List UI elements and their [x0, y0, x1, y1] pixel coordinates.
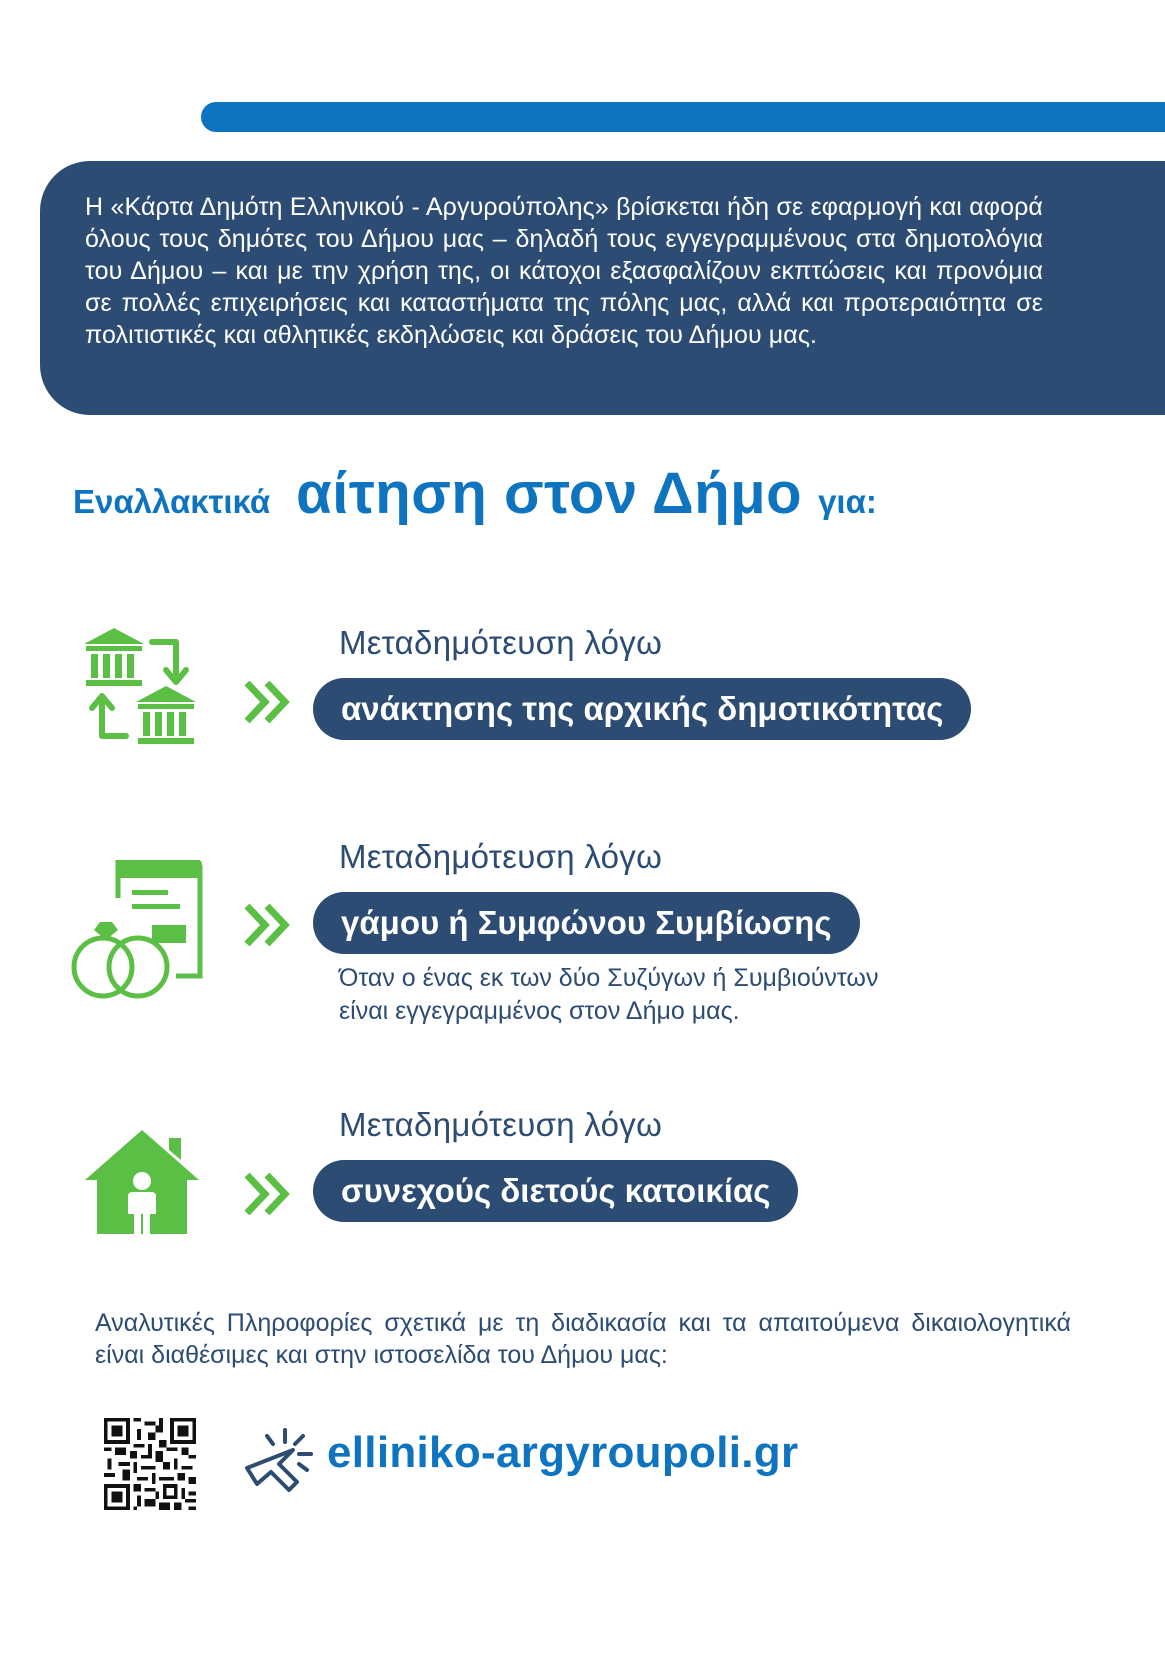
- section-1-pill: ανάκτησης της αρχικής δημοτικότητας: [313, 678, 971, 740]
- info-text: Αναλυτικές Πληροφορίες σχετικά με τη διαδικασία και τα απαιτούμενα δικαιολογητικά είναι διαθέσιμες και στην ιστοσελίδα του Δήμου μας:: [95, 1309, 1071, 1369]
- double-chevron-icon: [243, 1169, 293, 1219]
- section-2-pill: γάμου ή Συμφώνου Συμβίωσης: [313, 892, 860, 954]
- top-accent-bar: [201, 102, 1165, 132]
- section-2-note-line-1: Όταν ο ένας εκ των δύο Συζύγων ή Συμβιούντων: [339, 964, 879, 992]
- double-chevron-icon: [243, 900, 293, 950]
- intro-box: [40, 161, 1165, 415]
- website-link[interactable]: elliniko-argyroupoli.gr: [327, 1428, 799, 1477]
- marriage-document-icon: [70, 860, 208, 1000]
- double-chevron-icon: [243, 677, 293, 727]
- section-3-title: Μεταδημότευση λόγω: [339, 1106, 663, 1143]
- municipality-transfer-icon: [80, 620, 205, 745]
- section-2-title: Μεταδημότευση λόγω: [339, 838, 663, 875]
- section-1-title: Μεταδημότευση λόγω: [339, 624, 663, 661]
- heading-suffix: για:: [818, 483, 877, 520]
- intro-text: Η «Κάρτα Δημότη Ελληνικού - Αργυρούπολης» βρίσκεται ήδη σε εφαρμογή και αφορά όλους τους δημότες του Δήμου μας – δηλαδή τους εγγεγραμμένους στα δημοτολόγια του Δήμου – και με την χρήση της, οι κάτοχοι εξασφαλίζουν εκπτώσεις και προνόμια σε πολλές επιχειρήσεις και καταστήματα της πόλης μας, αλλά και προτεραιότητα σε πολιτιστικές και αθλητικές εκδηλώσεις και δράσεις του Δήμου μας.: [85, 193, 1043, 349]
- section-2-note-line-2: είναι εγγεγραμμένος στον Δήμο μας.: [339, 997, 740, 1025]
- section-2-note: [339, 962, 878, 1028]
- qr-code: [104, 1418, 196, 1510]
- house-person-icon: [83, 1128, 201, 1236]
- page-heading: [73, 460, 877, 540]
- click-cursor-icon: [243, 1426, 313, 1496]
- heading-prefix: Εναλλακτικά: [73, 483, 271, 520]
- section-3-pill: συνεχούς διετούς κατοικίας: [313, 1160, 798, 1222]
- heading-main: αίτηση στον Δήμο: [296, 461, 803, 526]
